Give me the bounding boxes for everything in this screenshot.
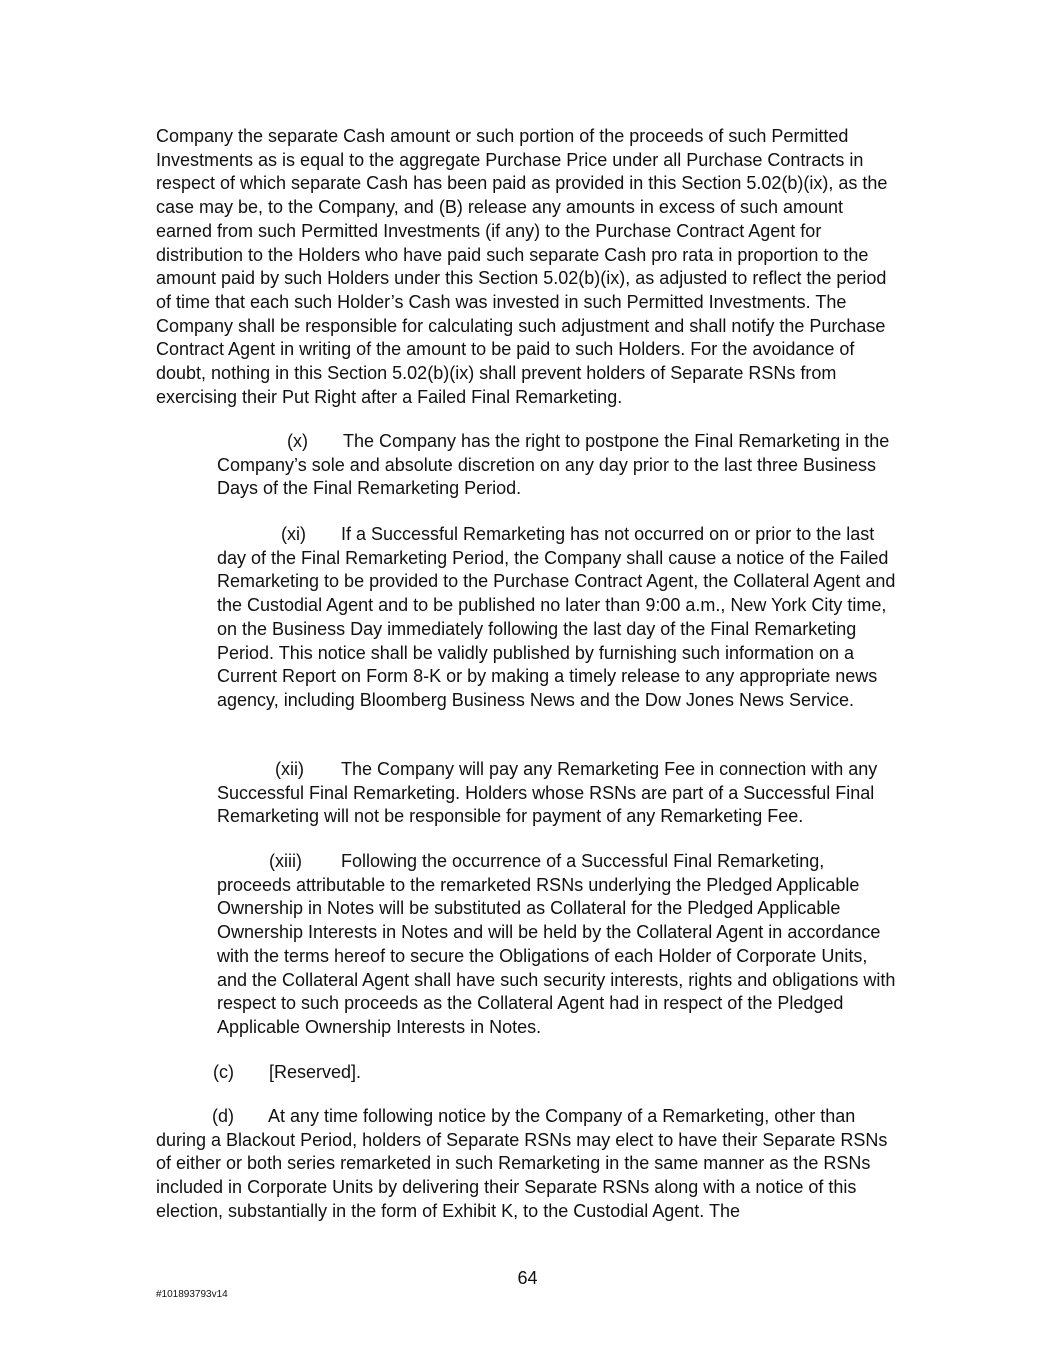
document-id: #101893793v14 — [156, 1289, 228, 1300]
paragraph-xi — [217, 523, 901, 713]
paragraph-d-number: (d) — [212, 1106, 234, 1126]
paragraph-d-text: At any time following notice by the Company of a Remarketing, other than during a Blackout Period, holders of Separate RSNs may elect to have their Separate RSNs of either or both series remarketed in such Remarketing in the same manner as the RSNs included in Corporate Units by delivering their Separate RSNs along with a notice of this election, substantially in the form of Exhibit K, to the Custodial Agent. The — [156, 1106, 888, 1221]
paragraph-x — [217, 430, 901, 501]
paragraph-xii-number: (xii) — [275, 759, 304, 779]
paragraph-xiii — [217, 850, 901, 1040]
paragraph-x-text: The Company has the right to postpone the Final Remarketing in the Company’s sole and absolute discretion on any day prior to the last three Business Days of the Final Remarketing Period. — [217, 431, 890, 499]
paragraph-xii-text: The Company will pay any Remarketing Fee in connection with any Successful Final Remarketing. Holders whose RSNs are part of a Successful Final Remarketing will not be responsible for payment of any Remarketing Fee. — [217, 759, 878, 827]
paragraph-xii — [217, 758, 901, 829]
paragraph-x-number: (x) — [287, 431, 308, 451]
paragraph-xiii-text: Following the occurrence of a Successful Final Remarketing, proceeds attributable to the remarketed RSNs underlying the Pledged Applicable Ownership in Notes will be substituted as Collateral for the Pledged Applicable Ownership Interests in Notes and will be held by the Collateral Agent in accordance with the terms hereof to secure the Obligations of each Holder of Corporate Units, and the Collateral Agent shall have such security interests, rights and obligations with respect to such proceeds as the Collateral Agent had in respect of the Pledged Applicable Ownership Interests in Notes. — [217, 851, 896, 1037]
continuation-paragraph: Company the separate Cash amount or such portion of the proceeds of such Permitted Investments as is equal to the aggregate Purchase Price under all Purchase Contracts in respect of which separate Cash has been paid as provided in this Section 5.02(b)(ix), as the case may be, to the Company, and (B) release any amounts in excess of such amount earned from such Permitted Investments (if any) to the Purchase Contract Agent for distribution to the Holders who have paid such separate Cash pro rata in proportion to the amount paid by such Holders under this Section 5.02(b)(ix), as adjusted to reflect the period of time that each such Holder’s Cash was invested in such Permitted Investments. The Company shall be responsible for calculating such adjustment and shall notify the Purchase Contract Agent in writing of the amount to be paid to such Holders. For the avoidance of doubt, nothing in this Section 5.02(b)(ix) shall prevent holders of Separate RSNs from exercising their Put Right after a Failed Final Remarketing. — [156, 126, 888, 407]
page-number: 64 — [517, 1268, 538, 1288]
paragraph-xiii-number: (xiii) — [269, 851, 302, 871]
paragraph-xi-text: If a Successful Remarketing has not occurred on or prior to the last day of the Final Remarketing Period, the Company shall cause a notice of the Failed Remarketing to be provided to the Purchase Contract Agent, the Collateral Agent and the Custodial Agent and to be published no later than 9:00 a.m., New York City time, on the Business Day immediately following the last day of the Final Remarketing Period. This notice shall be validly published by furnishing such information on a Current Report on Form 8-K or by making a timely release to any appropriate news agency, including Bloomberg Business News and the Dow Jones News Service. — [217, 524, 896, 710]
paragraph-c-text: [Reserved]. — [269, 1062, 362, 1082]
paragraph-c-number: (c) — [213, 1062, 234, 1082]
paragraph-d — [156, 1105, 901, 1224]
paragraph-xi-number: (xi) — [281, 524, 306, 544]
paragraph-c — [156, 1061, 901, 1085]
